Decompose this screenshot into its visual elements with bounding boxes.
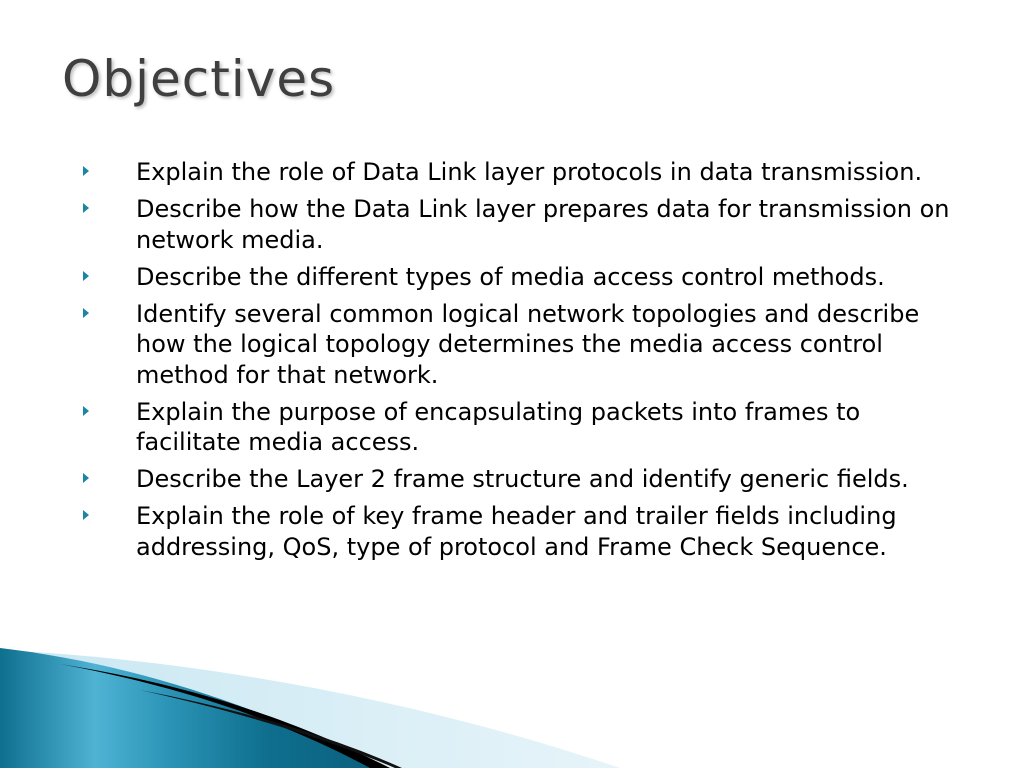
list-item bbox=[83, 464, 963, 495]
wave-stripe bbox=[60, 664, 390, 768]
list-item bbox=[83, 157, 963, 188]
wave-light-band bbox=[0, 650, 620, 768]
triangle-right-icon bbox=[83, 203, 89, 213]
list-item bbox=[83, 262, 963, 293]
triangle-right-icon bbox=[83, 308, 89, 318]
bullet-text: Describe the different types of media access control methods. bbox=[136, 262, 885, 291]
list-item bbox=[83, 501, 963, 562]
list-item bbox=[83, 194, 963, 255]
objectives-list bbox=[83, 157, 963, 569]
bullet-text: Explain the purpose of encapsulating packets into frames to facilitate media access. bbox=[136, 397, 861, 456]
triangle-right-icon bbox=[83, 510, 89, 520]
triangle-right-icon bbox=[83, 166, 89, 176]
bullet-text: Describe the Layer 2 frame structure and identify generic fields. bbox=[136, 465, 909, 493]
list-item bbox=[83, 397, 963, 458]
bullet-text: Identify several common logical network topologies and describe how the logical topology determines the media access control method for that network. bbox=[136, 299, 920, 389]
list-item bbox=[83, 299, 963, 391]
bullet-text: Explain the role of key frame header and trailer fields including addressing, QoS, type of protocol and Frame Check Sequence. bbox=[136, 502, 897, 561]
bullet-text: Describe how the Data Link layer prepares data for transmission on network media. bbox=[136, 195, 950, 254]
wave-stripe-thin bbox=[140, 690, 402, 768]
wave-main bbox=[0, 648, 380, 768]
triangle-right-icon bbox=[83, 406, 89, 416]
bullet-text: Explain the role of Data Link layer protocols in data transmission. bbox=[136, 158, 923, 186]
triangle-right-icon bbox=[83, 271, 89, 281]
triangle-right-icon bbox=[83, 473, 89, 483]
slide-title: Objectives bbox=[62, 50, 336, 108]
